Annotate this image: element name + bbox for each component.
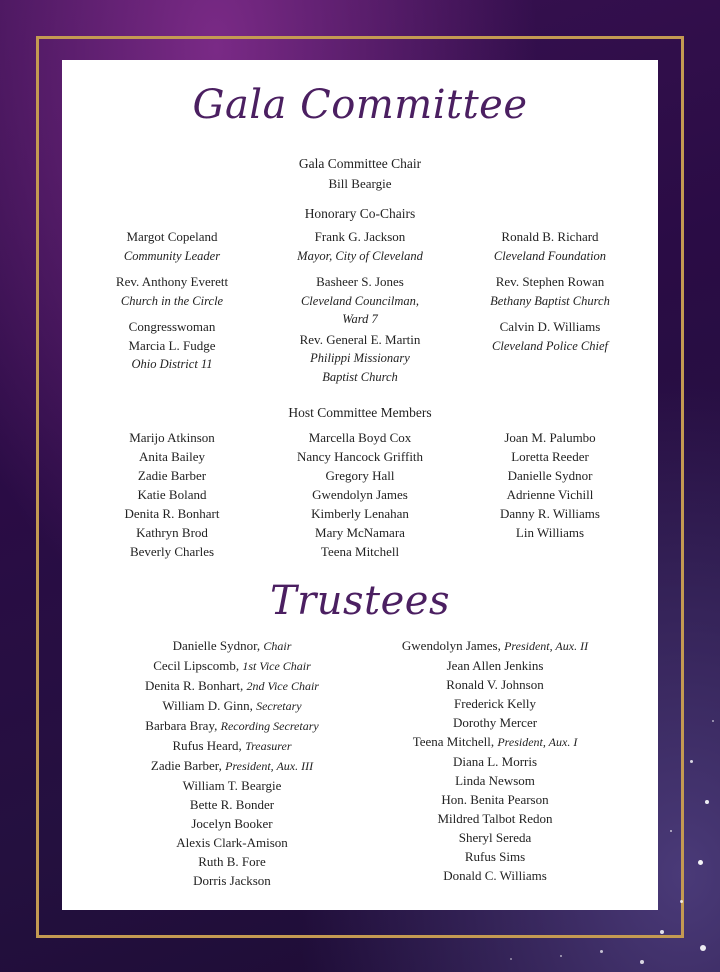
host-member: Kimberly Lenahan [311,506,409,521]
trustee-entry [102,833,362,852]
trustee-role: Chair [263,639,292,653]
host-column-2 [270,428,450,561]
host-member: Anita Bailey [138,449,206,464]
host-member: Marijo Atkinson [129,430,215,445]
trustee-role: Treasurer [245,739,292,753]
host-member: Danielle Sydnor [507,468,593,483]
host-member: Denita R. Bonhart [124,506,220,521]
host-member: Gregory Hall [325,468,395,483]
trustee-role: 2nd Vice Chair [246,679,319,693]
trustee-name: Jean Allen Jenkins [446,658,544,673]
host-member: Adrienne Vichill [506,487,594,502]
trustee-role: Recording Secretary [220,719,319,733]
honorary-role: Community Leader [123,248,221,263]
trustees-column-1 [102,636,362,890]
honorary-name: Rev. Stephen Rowan [495,274,605,289]
trustee-entry [362,828,628,847]
honorary-name: Rev. General E. Martin [299,331,421,347]
trustee-role: President, Aux. I [497,735,578,749]
trustee-entry [362,732,628,752]
honorary-role: Mayor, City of Cleveland [297,248,423,263]
page-title: Gala Committee [192,82,528,128]
honorary-role: Philippi Missionary [310,351,410,365]
trustee-entry [102,852,362,871]
host-member: Kathryn Brod [136,525,208,540]
trustee-entry [102,795,362,814]
honorary-role: Bethany Baptist Church [490,293,610,308]
trustee-name: William D. Ginn, [162,698,253,713]
trustee-name: Diana L. Morris [452,754,538,769]
honorary-role: Ward 7 [342,312,378,326]
honorary-name: Basheer S. Jones [316,274,404,289]
trustee-name: Denita R. Bonhart, [145,678,244,693]
honorary-role: Cleveland Foundation [493,248,607,263]
host-member: Gwendolyn James [312,487,408,502]
trustee-name: Alexis Clark-Amison [176,835,288,850]
trustee-name: Ronald V. Johnson [446,677,544,692]
trustee-name: Ruth B. Fore [198,854,266,869]
trustee-entry [362,675,628,694]
trustee-role: 1st Vice Chair [242,659,311,673]
host-member: Nancy Hancock Griffith [296,449,424,464]
trustee-name: Cecil Lipscomb, [153,658,240,673]
trustee-name: Dorothy Mercer [452,715,538,730]
trustee-role: President, Aux. III [225,759,314,773]
honorary-name: Marcia L. Fudge [128,337,216,353]
trustee-entry [102,736,362,756]
trustee-name: Sheryl Sereda [458,830,532,845]
honorary-column-2 [270,228,450,386]
host-member: Katie Boland [137,487,207,502]
trustee-name: Bette R. Bonder [189,797,275,812]
trustee-name: Danielle Sydnor, [172,638,261,653]
chair-heading: Gala Committee Chair [298,156,422,171]
trustee-name: Donald C. Williams [443,868,547,883]
host-member: Lin Williams [515,525,585,540]
trustee-name: Dorris Jackson [193,873,271,888]
honorary-heading: Honorary Co-Chairs [304,206,416,221]
trustee-role: Secretary [256,699,302,713]
trustee-entry [362,790,628,809]
trustee-entry [362,809,628,828]
trustee-name: Rufus Sims [464,849,526,864]
trustee-entry [102,871,362,890]
trustee-entry [362,771,628,790]
host-member: Danny R. Williams [500,506,600,521]
host-member: Mary McNamara [315,525,405,540]
honorary-role: Cleveland Police Chief [492,338,608,353]
host-member: Teena Mitchell [320,544,400,559]
host-member: Beverly Charles [129,544,215,559]
honorary-name: Rev. Anthony Everett [115,274,229,289]
trustee-entry [362,713,628,732]
trustee-name: Hon. Benita Pearson [441,792,549,807]
host-member: Loretta Reeder [511,449,589,464]
trustee-name: Teena Mitchell, [412,734,495,749]
chair-name: Bill Beargie [328,176,392,191]
trustee-role: President, Aux. II [504,639,589,653]
host-column-1 [82,428,262,561]
committee-card [62,60,658,910]
trustee-entry [102,814,362,833]
host-member: Joan M. Palumbo [504,430,596,445]
host-column-3 [458,428,642,542]
trustee-entry [102,656,362,676]
trustee-entry [102,756,362,776]
host-member: Zadie Barber [137,468,207,483]
honorary-name: Calvin D. Williams [499,319,601,334]
trustee-entry [362,636,628,656]
trustee-name: Frederick Kelly [454,696,536,711]
trustee-entry [102,716,362,736]
trustee-name: Mildred Talbot Redon [437,811,553,826]
honorary-name: Congresswoman [128,319,216,334]
trustee-entry [362,656,628,675]
trustees-column-2 [362,636,628,885]
trustee-entry [102,676,362,696]
trustee-name: Zadie Barber, [150,758,222,773]
honorary-role: Ohio District 11 [131,357,213,371]
trustee-entry [362,694,628,713]
trustee-entry [362,847,628,866]
honorary-name: Frank G. Jackson [314,229,406,244]
trustee-entry [102,636,362,656]
trustee-entry [362,866,628,885]
trustee-entry [362,752,628,771]
trustee-name: Rufus Heard, [172,738,242,753]
trustee-name: Linda Newsom [455,773,535,788]
trustee-entry [102,696,362,716]
host-heading: Host Committee Members [288,405,432,420]
honorary-role: Baptist Church [322,369,398,384]
honorary-role: Cleveland Councilman, [300,293,420,308]
trustee-name: Gwendolyn James, [401,638,501,653]
honorary-column-1 [82,228,262,374]
honorary-column-3 [458,228,642,355]
honorary-name: Margot Copeland [126,229,218,244]
trustee-entry [102,776,362,795]
trustee-name: Jocelyn Booker [191,816,273,831]
honorary-name: Ronald B. Richard [501,229,599,244]
host-member: Marcella Boyd Cox [308,430,412,445]
trustees-title: Trustees [269,578,451,624]
trustee-name: William T. Beargie [182,778,282,793]
trustee-name: Barbara Bray, [145,718,218,733]
honorary-role: Church in the Circle [120,293,224,308]
